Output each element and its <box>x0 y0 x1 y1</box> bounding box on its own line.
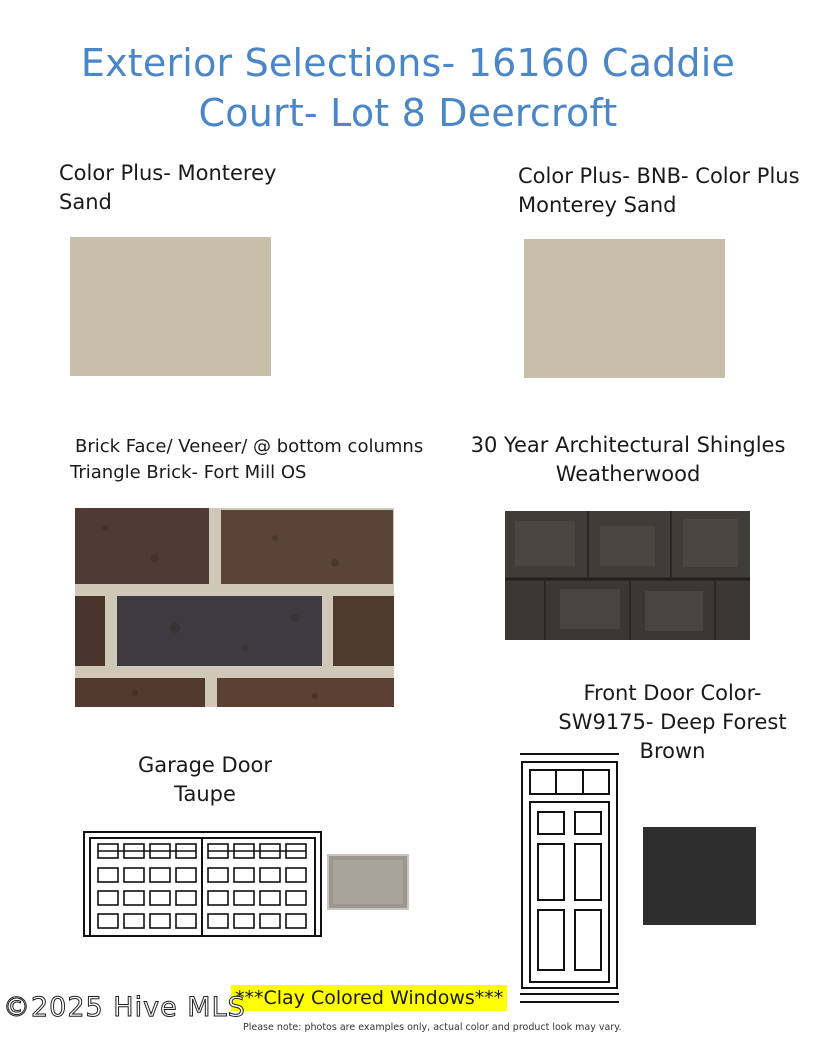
brick-label-line-1: Brick Face/ Veneer/ @ bottom columns <box>75 436 424 457</box>
title-line-2: Court- Lot 8 Deercroft <box>198 91 618 135</box>
front-door-label-line-1: Front Door Color- <box>583 681 762 705</box>
trim-color-swatch <box>524 239 725 378</box>
siding-color-swatch <box>70 237 271 376</box>
siding-label <box>59 159 276 217</box>
garage-label <box>120 751 290 809</box>
front-door-label-line-3: Brown <box>639 739 706 763</box>
front-door-label-line-2: SW9175- Deep Forest <box>558 710 787 734</box>
watermark-text: ©2025 Hive MLS <box>3 992 246 1023</box>
page-title <box>0 38 816 138</box>
roof-label-line-2: Weatherwood <box>555 462 701 486</box>
windows-note: ***Clay Colored Windows*** <box>231 985 507 1011</box>
garage-label-line-2: Taupe <box>174 782 236 806</box>
front-door-color-swatch <box>643 827 756 925</box>
trim-label-line-2: Monterey Sand <box>518 193 677 217</box>
garage-label-line-1: Garage Door <box>137 753 273 777</box>
trim-label <box>518 162 816 220</box>
brick-label-line-2: Triangle Brick- Fort Mill OS <box>70 462 307 483</box>
siding-label-line-2: Sand <box>59 190 112 214</box>
trim-label-line-1: Color Plus- BNB- Color Plus <box>518 164 800 188</box>
title-line-1: Exterior Selections- 16160 Caddie <box>80 41 736 85</box>
siding-label-line-1: Color Plus- Monterey <box>59 161 277 185</box>
roof-label <box>468 431 788 489</box>
garage-color-swatch <box>327 854 409 910</box>
front-door-drawing <box>516 752 623 1006</box>
disclaimer-note: Please note: photos are examples only, actual color and product look may vary. <box>243 1022 622 1033</box>
shingle-sample-image <box>505 511 750 640</box>
brick-sample-image <box>75 508 394 707</box>
roof-label-line-1: 30 Year Architectural Shingles <box>470 433 786 457</box>
brick-label <box>70 434 430 486</box>
garage-door-drawing <box>80 828 325 940</box>
